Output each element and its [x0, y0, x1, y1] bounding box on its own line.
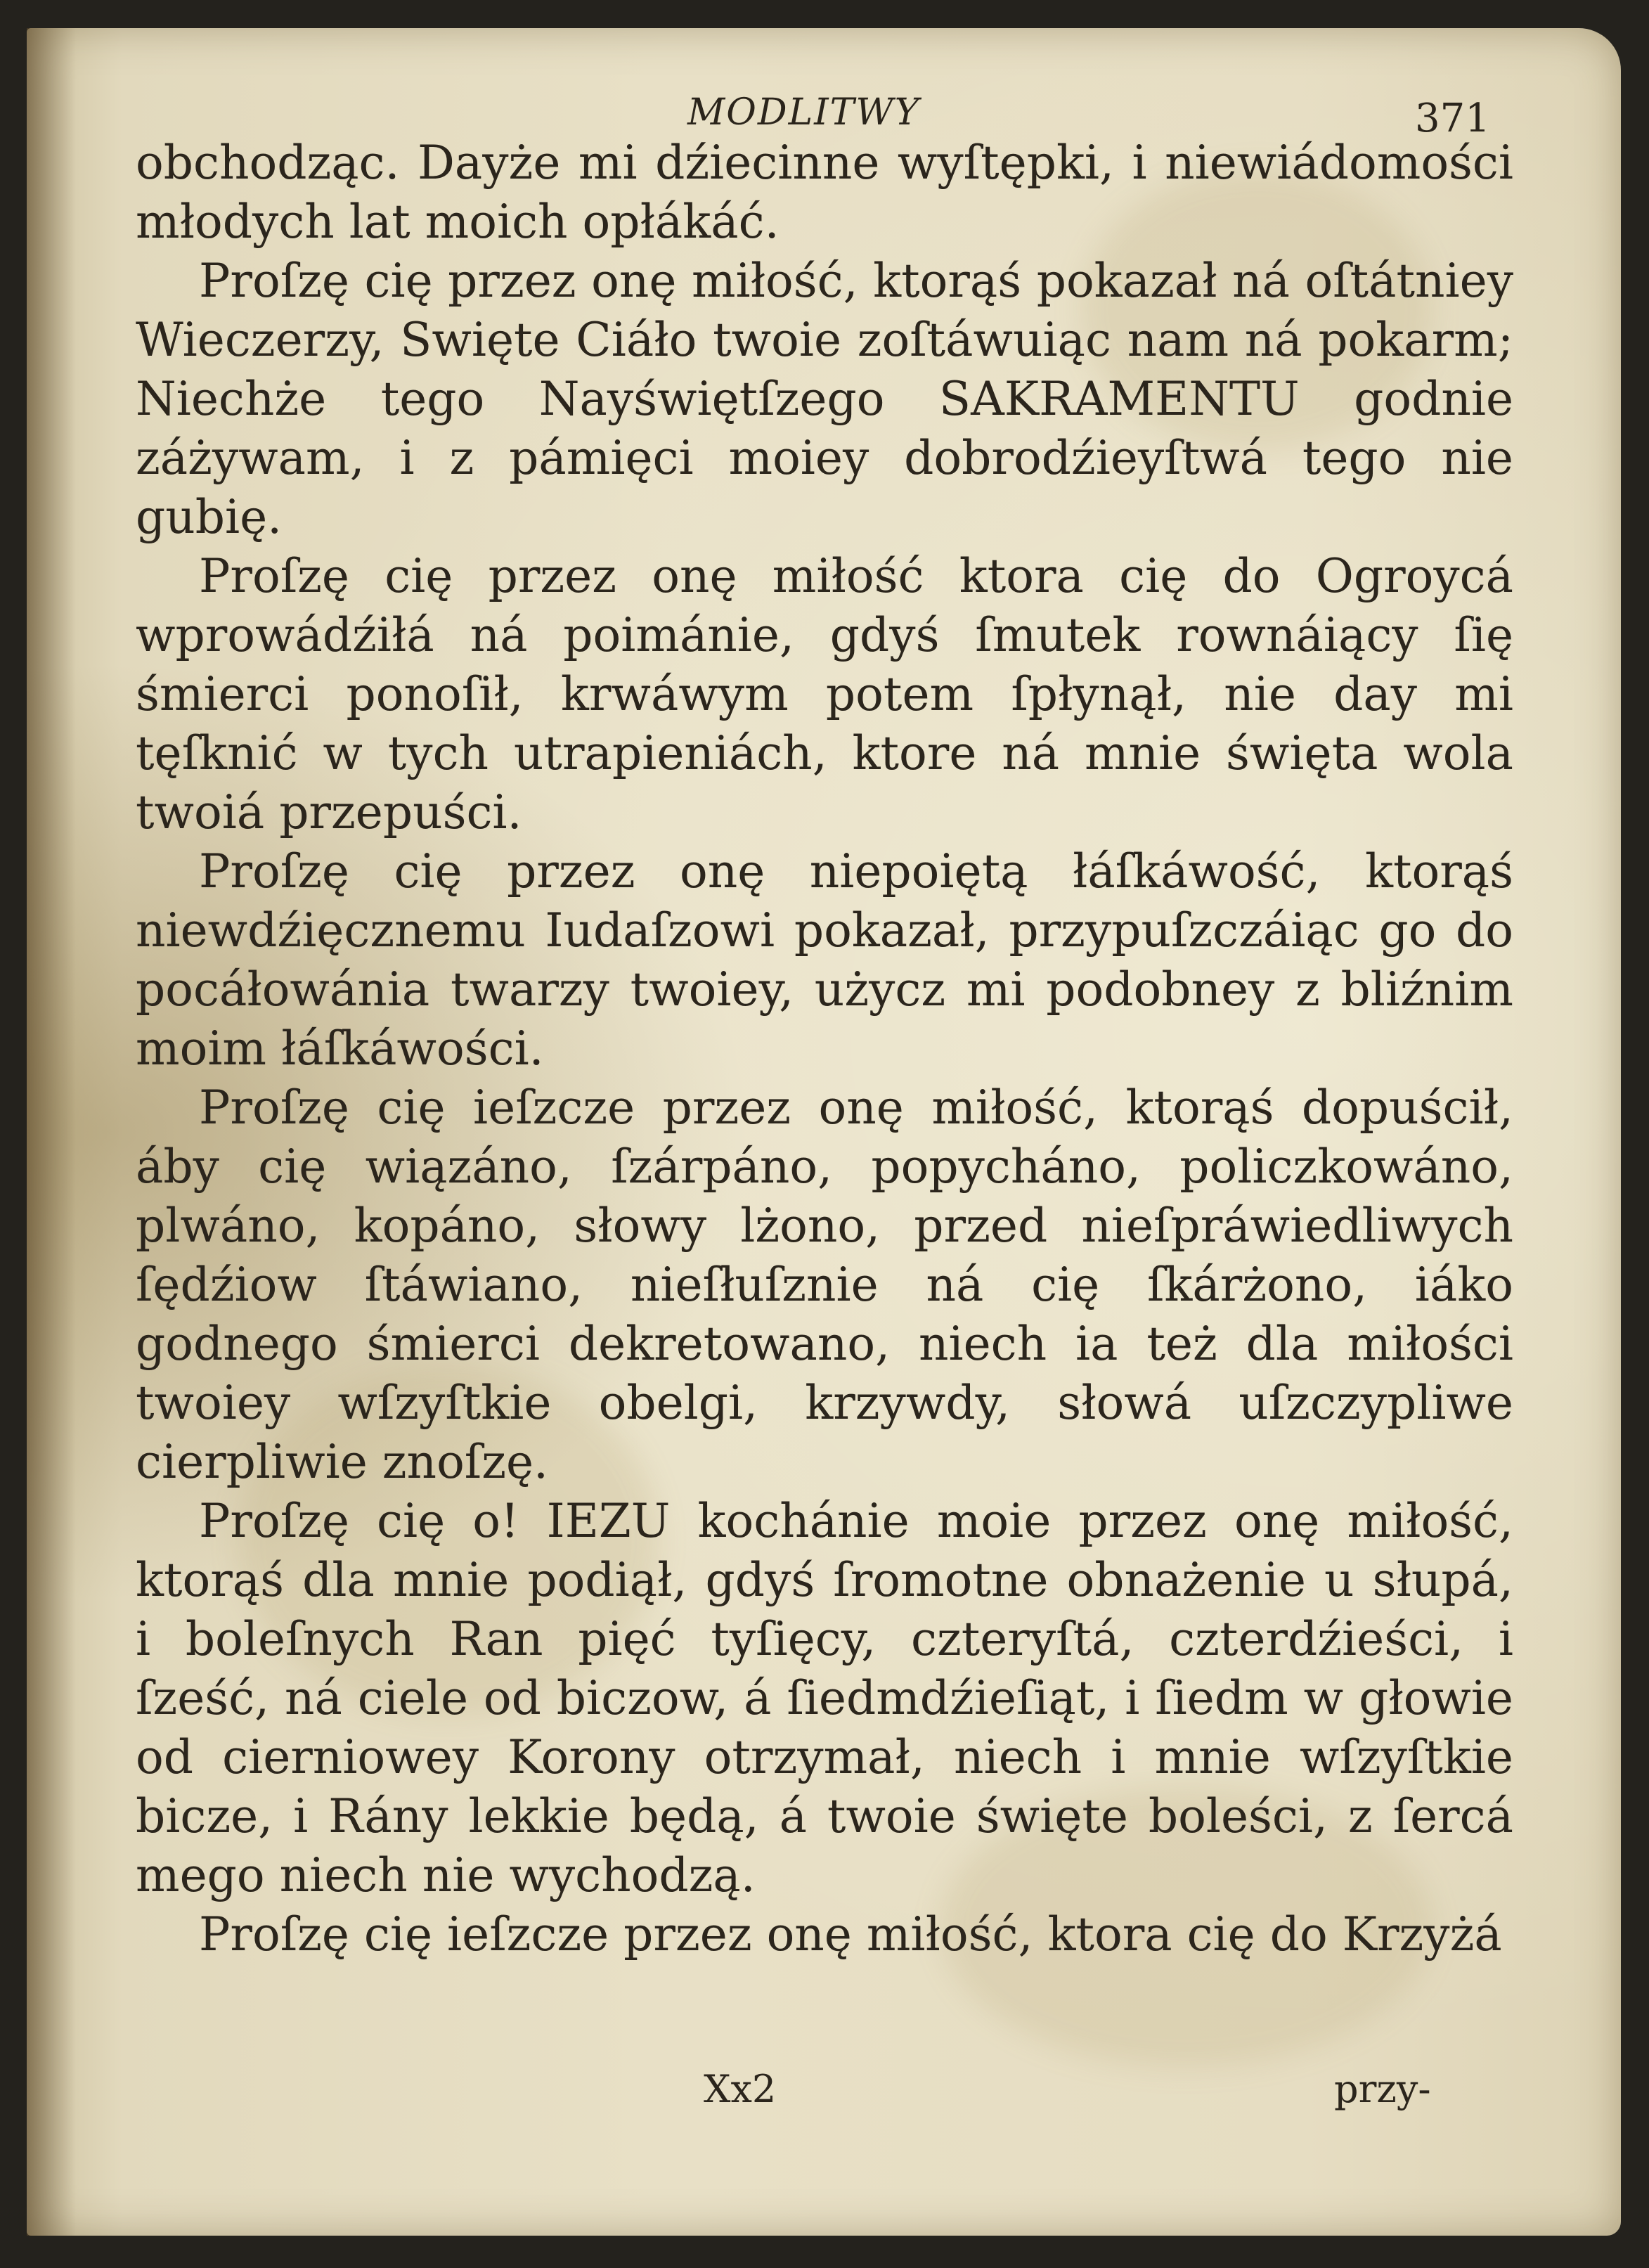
paragraph: Proſzę cię ieſzcze przez onę miłość, ktorąś dopuścił, áby cię wiązáno, ſzárpáno, popycháno, policzkowáno, plwáno, kopáno, słowy lżono, przed nieſpráwiedliwych ſędźiow ſtáwiano, nieſłuſznie ná cię ſkárżono, iáko godnego śmierci dekretowano, niech ia też dla miłości twoiey wſzyſtkie obelgi, krzywdy, słowá uſzczypliwe cierpliwie znoſzę.: [136, 1081, 1513, 1489]
book-page: [27, 28, 1621, 2236]
page-gutter-shadow: [27, 28, 76, 2236]
paragraph: Proſzę cię przez onę miłość, ktorąś pokazał ná oſtátniey Wieczerzy, Swięte Ciáło twoie zoſtáwuiąc nam ná pokarm; Niechże tego Nayświętſzego SAKRAMENTU godnie záżywam, i z pámięci moiey dobrodźieyſtwá tego nie gubię.: [136, 254, 1513, 544]
body-text: [136, 134, 1513, 1964]
paragraph: Proſzę cię o! IEZU kochánie moie przez onę miłość, ktorąś dla mnie podiął, gdyś ſromotne obnażenie u słupá, i boleſnych Ran pięć tyſięcy, czteryſtá, czterdźieści, i ſześć, ná ciele od biczow, á ſiedmdźieſiąt, i ſiedm w głowie od cierniowey Korony otrzymał, niech i mnie wſzyſtkie bicze, i Rány lekkie będą, á twoie święte boleści, z ſercá mego niech nie wychodzą.: [136, 1494, 1513, 1902]
signature-mark: Xx2: [704, 2067, 777, 2111]
catchword: przy-: [1334, 2067, 1431, 2111]
page-footer: [136, 2067, 1513, 2123]
running-title: MODLITWY: [687, 91, 921, 134]
page-number: 371: [1415, 96, 1490, 141]
paragraph: Proſzę cię przez onę miłość ktora cię do Ogroycá wprowádźiłá ná poimánie, gdyś ſmutek rownáiący ſię śmierci ponoſił, krwáwym potem ſpłynął, nie day mi tęſknić w tych utrapieniách, ktore ná mnie święta wola twoiá przepuści.: [136, 549, 1513, 839]
paragraph-continuation: obchodząc. Dayże mi dźiecinne wyſtępki, i niewiádomości młodych lat moich opłákáć.: [136, 136, 1513, 249]
paragraph: Proſzę cię ieſzcze przez onę miłość, ktora cię do Krzyżá: [199, 1907, 1502, 1961]
paragraph: Proſzę cię przez onę niepoiętą łáſkáwość, ktorąś niewdźięcznemu Iudaſzowi pokazał, przypuſzczáiąc go do pocáłowánia twarzy twoiey, użycz mi podobney z bliźnim moim łáſkáwości.: [136, 844, 1513, 1076]
